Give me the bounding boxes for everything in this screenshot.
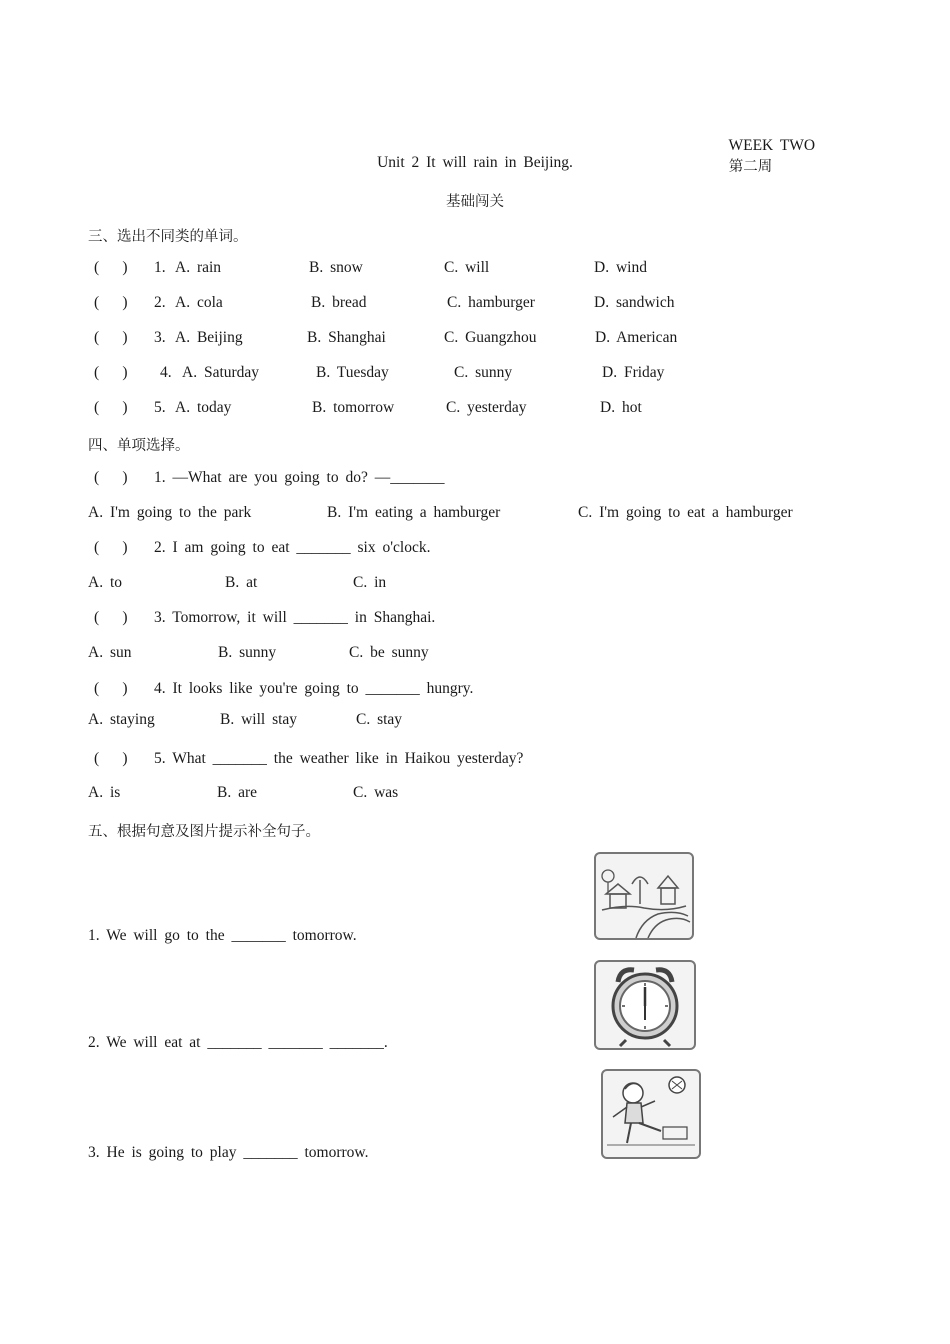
section5-heading: 五、根据句意及图片提示补全句子。 bbox=[88, 824, 320, 840]
option-b: B. bread bbox=[311, 294, 367, 311]
option-a: A. rain bbox=[175, 259, 222, 276]
item-number: 3. bbox=[154, 329, 166, 346]
boy-kicking-ball-picture bbox=[601, 1069, 701, 1159]
option-a: A. cola bbox=[175, 294, 223, 311]
option-a: A. Beijing bbox=[175, 329, 243, 346]
unit-title: Unit 2 It will rain in Beijing. bbox=[377, 154, 573, 171]
boy-kicking-ball-icon bbox=[603, 1071, 699, 1157]
option-d: D. Friday bbox=[602, 364, 665, 381]
option-b: B. are bbox=[217, 784, 258, 801]
answer-paren[interactable]: ( ) bbox=[94, 469, 128, 486]
answer-paren[interactable]: ( ) bbox=[94, 329, 128, 346]
option-c: C. I'm going to eat a hamburger bbox=[578, 504, 793, 521]
option-a: A. sun bbox=[88, 644, 132, 661]
option-d: D. wind bbox=[594, 259, 647, 276]
answer-paren[interactable]: ( ) bbox=[94, 750, 128, 767]
section4-heading: 四、单项选择。 bbox=[88, 438, 190, 454]
answer-paren[interactable]: ( ) bbox=[94, 609, 128, 626]
option-b: B. tomorrow bbox=[312, 399, 395, 416]
week-chinese: 第二周 bbox=[728, 159, 773, 175]
answer-paren[interactable]: ( ) bbox=[94, 259, 128, 276]
question-stem: 3. Tomorrow, it will _______ in Shanghai. bbox=[154, 609, 436, 626]
option-c: C. stay bbox=[356, 711, 403, 728]
question-stem: 5. What _______ the weather like in Haikou yesterday? bbox=[154, 750, 524, 767]
answer-paren[interactable]: ( ) bbox=[94, 364, 128, 381]
week-english: WEEK TWO bbox=[728, 137, 816, 154]
option-c: C. was bbox=[353, 784, 399, 801]
option-a: A. staying bbox=[88, 711, 155, 728]
option-b: B. snow bbox=[309, 259, 363, 276]
alarm-clock-icon bbox=[596, 962, 694, 1048]
item-number: 1. bbox=[154, 259, 166, 276]
option-c: C. will bbox=[444, 259, 490, 276]
option-a: A. to bbox=[88, 574, 122, 591]
option-c: C. in bbox=[353, 574, 387, 591]
sentence-1: 1. We will go to the _______ tomorrow. bbox=[88, 927, 357, 944]
question-stem: 1. —What are you going to do? —_______ bbox=[154, 469, 445, 486]
item-number: 2. bbox=[154, 294, 166, 311]
option-c: C. Guangzhou bbox=[444, 329, 537, 346]
option-c: C. hamburger bbox=[447, 294, 535, 311]
answer-paren[interactable]: ( ) bbox=[94, 539, 128, 556]
question-stem: 4. It looks like you're going to _______ hungry. bbox=[154, 680, 474, 697]
option-b: B. at bbox=[225, 574, 258, 591]
option-d: D. sandwich bbox=[594, 294, 675, 311]
option-b: B. Tuesday bbox=[316, 364, 389, 381]
answer-paren[interactable]: ( ) bbox=[94, 294, 128, 311]
answer-paren[interactable]: ( ) bbox=[94, 399, 128, 416]
option-c: C. sunny bbox=[454, 364, 513, 381]
item-number: 5. bbox=[154, 399, 166, 416]
park-picture bbox=[594, 852, 694, 940]
alarm-clock-picture bbox=[594, 960, 696, 1050]
sentence-3: 3. He is going to play _______ tomorrow. bbox=[88, 1144, 369, 1161]
option-b: B. I'm eating a hamburger bbox=[327, 504, 501, 521]
option-b: B. sunny bbox=[218, 644, 277, 661]
subtitle: 基础闯关 bbox=[446, 194, 504, 210]
section3-heading: 三、选出不同类的单词。 bbox=[88, 229, 248, 245]
option-a: A. I'm going to the park bbox=[88, 504, 252, 521]
park-icon bbox=[596, 854, 692, 938]
option-a: A. is bbox=[88, 784, 121, 801]
sentence-2: 2. We will eat at _______ _______ _______. bbox=[88, 1034, 388, 1051]
option-d: D. hot bbox=[600, 399, 642, 416]
option-c: C. be sunny bbox=[349, 644, 429, 661]
item-number: 4. bbox=[160, 364, 172, 381]
answer-paren[interactable]: ( ) bbox=[94, 680, 128, 697]
option-d: D. American bbox=[595, 329, 678, 346]
option-b: B. will stay bbox=[220, 711, 298, 728]
option-a: A. today bbox=[175, 399, 232, 416]
option-c: C. yesterday bbox=[446, 399, 527, 416]
option-a: A. Saturday bbox=[182, 364, 260, 381]
option-b: B. Shanghai bbox=[307, 329, 386, 346]
question-stem: 2. I am going to eat _______ six o'clock. bbox=[154, 539, 431, 556]
